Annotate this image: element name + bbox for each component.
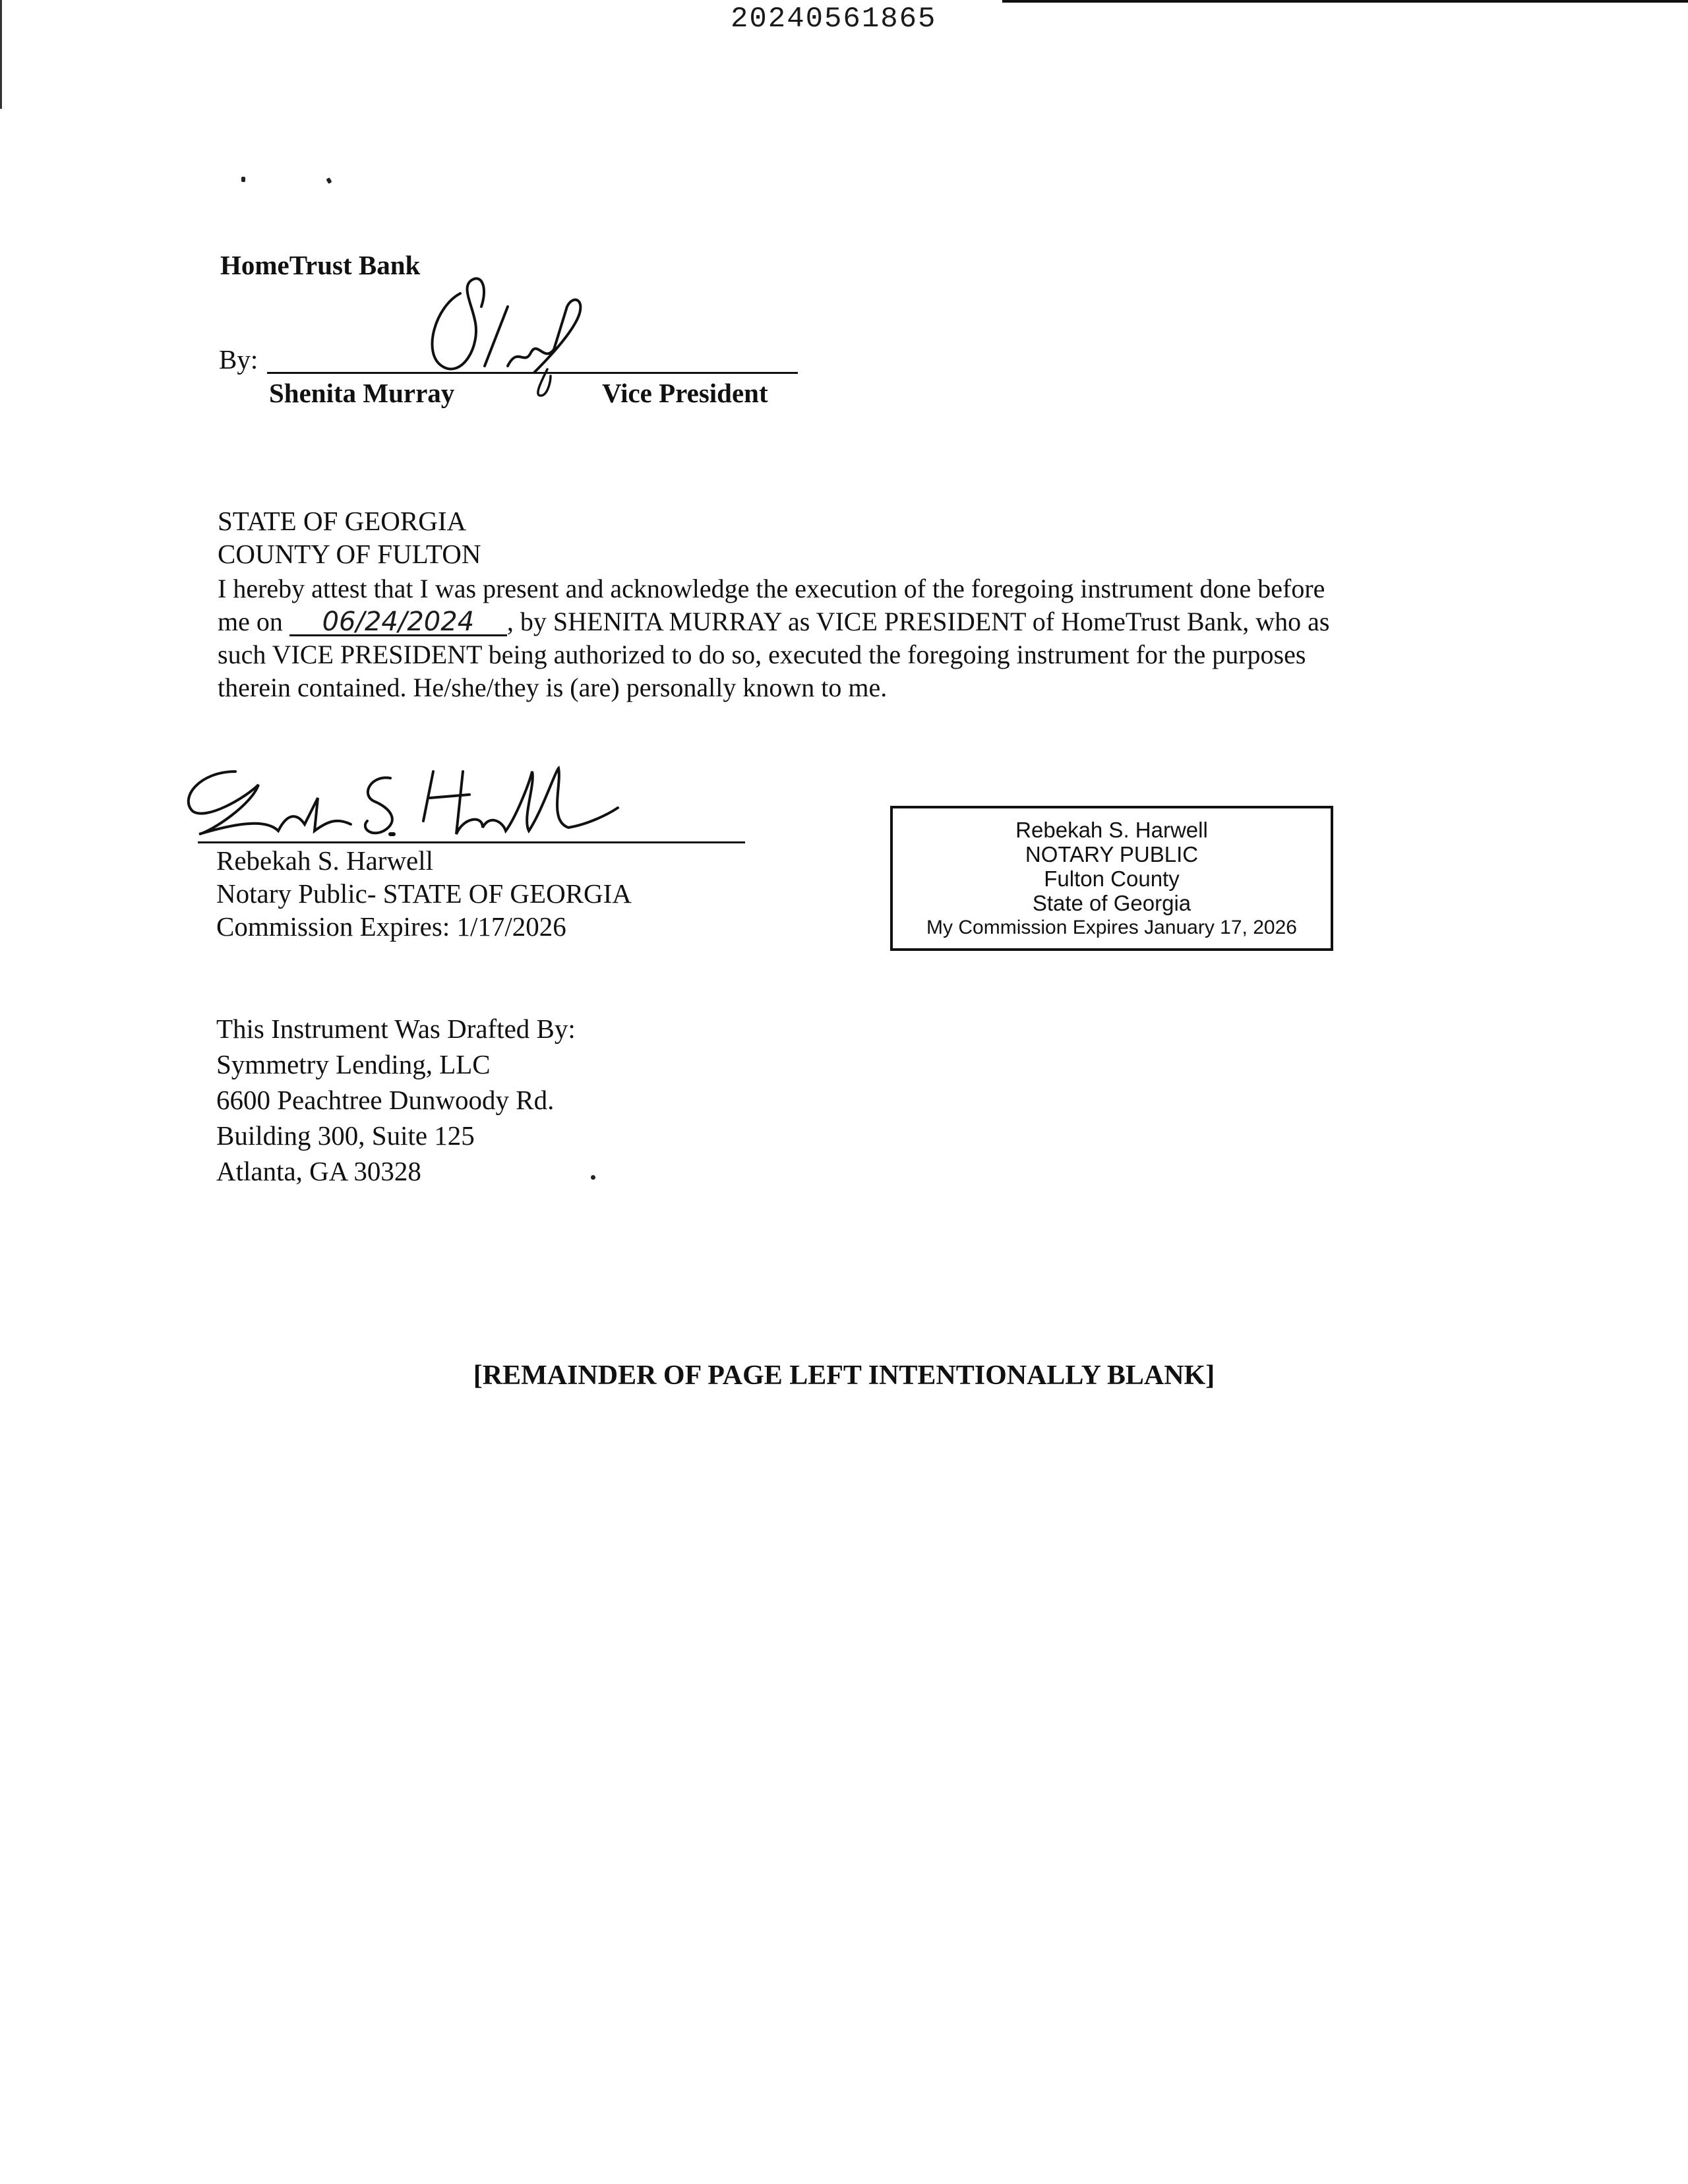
acknowledgment-line: such VICE PRESIDENT being authorized to do so, executed the foregoing instrument for the purposes bbox=[218, 640, 1306, 669]
scan-left-edge bbox=[0, 0, 2, 109]
notary-signature-line bbox=[198, 841, 745, 843]
state-heading: STATE OF GEORGIA bbox=[218, 506, 467, 536]
bank-signer-name: Shenita Murray bbox=[269, 378, 455, 408]
acknowledgment-text: , by SHENITA MURRAY as VICE PRESIDENT of HomeTrust Bank, who as bbox=[506, 607, 1330, 636]
drafted-by-heading: This Instrument Was Drafted By: bbox=[216, 1014, 576, 1044]
document-number: 20240561865 bbox=[731, 3, 937, 36]
scan-speck bbox=[591, 1175, 595, 1180]
acknowledgment-text: me on bbox=[218, 607, 289, 636]
drafter-city: Atlanta, GA 30328 bbox=[216, 1156, 421, 1186]
notary-commission: Commission Expires: 1/17/2026 bbox=[216, 911, 566, 942]
stamp-title: NOTARY PUBLIC bbox=[1025, 842, 1199, 866]
bank-name: HomeTrust Bank bbox=[220, 250, 421, 280]
notary-name: Rebekah S. Harwell bbox=[216, 845, 434, 876]
notary-signature bbox=[173, 758, 621, 844]
drafter-company: Symmetry Lending, LLC bbox=[216, 1049, 491, 1079]
by-label: By: bbox=[219, 344, 258, 375]
scan-speck bbox=[241, 177, 245, 182]
scan-top-line bbox=[1002, 0, 1688, 3]
county-heading: COUNTY OF FULTON bbox=[218, 539, 481, 569]
acknowledgment-line: I hereby attest that I was present and acknowledge the execution of the foregoing instrument done before bbox=[218, 574, 1325, 603]
scan-speck bbox=[326, 177, 332, 184]
handwritten-date: 06/24/2024 bbox=[289, 609, 507, 636]
drafter-suite: Building 300, Suite 125 bbox=[216, 1120, 475, 1151]
notary-stamp bbox=[890, 806, 1333, 951]
stamp-expiration: My Commission Expires January 17, 2026 bbox=[926, 917, 1297, 938]
bank-signer-title: Vice President bbox=[602, 378, 768, 408]
stamp-name: Rebekah S. Harwell bbox=[1015, 818, 1208, 842]
acknowledgment-line bbox=[218, 605, 1470, 638]
acknowledgment-paragraph bbox=[218, 572, 1470, 704]
blank-page-notice: [REMAINDER OF PAGE LEFT INTENTIONALLY BLANK] bbox=[473, 1360, 1215, 1391]
notary-title: Notary Public- STATE OF GEORGIA bbox=[216, 878, 632, 909]
drafter-street: 6600 Peachtree Dunwoody Rd. bbox=[216, 1085, 555, 1115]
stamp-county: Fulton County bbox=[1044, 866, 1180, 891]
acknowledgment-line: therein contained. He/she/they is (are) personally known to me. bbox=[218, 673, 888, 702]
stamp-state: State of Georgia bbox=[1032, 891, 1191, 915]
